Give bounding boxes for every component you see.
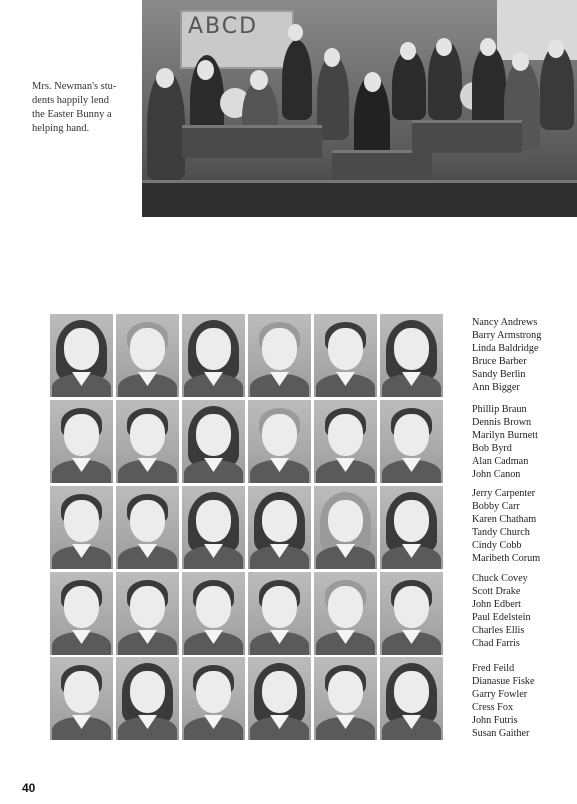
student-portrait [248,486,311,569]
student-portrait [50,572,113,655]
student-name: Dennis Brown [472,416,532,428]
portrait-row [50,657,445,742]
student-portrait [314,486,377,569]
portrait-row [50,400,445,485]
student-portrait [182,572,245,655]
student-name: Jerry Carpenter [472,488,536,499]
student-face [250,70,268,90]
student-portrait [50,314,113,397]
student-name: Charles Ellis [472,624,525,636]
student-name: Karen Chatham [472,513,537,525]
student-name: Fred Feild [472,663,515,674]
student-portrait [116,486,179,569]
student-portrait [314,400,377,483]
caption-line: the Easter Bunny a [32,109,112,120]
student-figure [392,50,426,120]
student-name: Marilyn Burnett [472,429,538,441]
student-face [324,48,340,67]
caption-line: dents happily lend [32,95,109,106]
student-name: Ann Bigger [472,381,520,393]
student-name: Linda Baldridge [472,342,539,354]
student-portrait [248,314,311,397]
student-name: Garry Fowler [472,688,528,700]
student-portrait [380,486,443,569]
student-portrait [314,572,377,655]
caption [32,80,137,136]
student-figure [472,45,506,125]
student-face [548,40,564,58]
student-name: Phillip Braun [472,404,527,415]
caption-line: Mrs. Newman's stu- [32,81,117,92]
student-name: Maribeth Corum [472,552,541,564]
portrait-row [50,486,445,571]
student-portrait [380,572,443,655]
portrait-row [50,314,445,399]
student-figure [282,40,312,120]
classroom-desk [412,120,522,153]
student-face [364,72,381,92]
student-portrait [248,572,311,655]
chalkboard-letters: ABCD [188,14,259,39]
caption-line: helping hand. [32,123,90,134]
student-portrait [50,486,113,569]
student-name: Bruce Barber [472,355,527,367]
classroom-desk [332,150,432,183]
student-portrait [182,657,245,740]
student-name: Chuck Covey [472,573,528,584]
student-face [400,42,416,60]
student-face [436,38,452,56]
name-list [472,317,572,394]
student-portrait [50,657,113,740]
student-face [512,52,529,71]
student-portrait [116,657,179,740]
classroom-desks-row [142,180,577,217]
student-name: Bobby Carr [472,500,520,512]
student-name: Chad Farris [472,637,520,649]
student-portrait [50,400,113,483]
student-name: Nancy Andrews [472,317,538,328]
student-name: Bob Byrd [472,442,512,454]
student-name: Dianasue Fiske [472,675,535,687]
student-portrait [182,314,245,397]
class-photo [142,0,577,217]
student-name: Cindy Cobb [472,539,522,551]
student-face [197,60,214,80]
student-name: John Edbert [472,598,521,610]
student-portrait [116,400,179,483]
name-list [472,404,572,481]
student-portrait [314,314,377,397]
student-name: John Futris [472,714,518,726]
student-portrait [248,657,311,740]
portrait-row [50,572,445,657]
student-portrait [116,314,179,397]
student-name: Alan Cadman [472,455,529,467]
student-portrait [116,572,179,655]
name-list [472,663,572,740]
student-face [156,68,174,88]
student-face [480,38,496,56]
page-number: 40 [22,781,36,795]
student-portrait [380,314,443,397]
classroom-desk [182,125,322,158]
student-portrait [248,400,311,483]
student-name: Paul Edelstein [472,611,531,623]
student-portrait [380,657,443,740]
student-name: Tandy Church [472,526,530,538]
name-list [472,488,572,565]
student-name: Susan Gaither [472,727,530,739]
student-face [288,24,303,41]
student-name: Cress Fox [472,701,514,713]
student-name: John Canon [472,468,521,480]
student-name: Sandy Berlin [472,368,526,380]
student-portrait [314,657,377,740]
student-portrait [182,486,245,569]
student-name: Scott Drake [472,585,521,597]
name-list [472,573,572,650]
student-portrait [380,400,443,483]
student-name: Barry Armstrong [472,329,542,341]
student-portrait [182,400,245,483]
